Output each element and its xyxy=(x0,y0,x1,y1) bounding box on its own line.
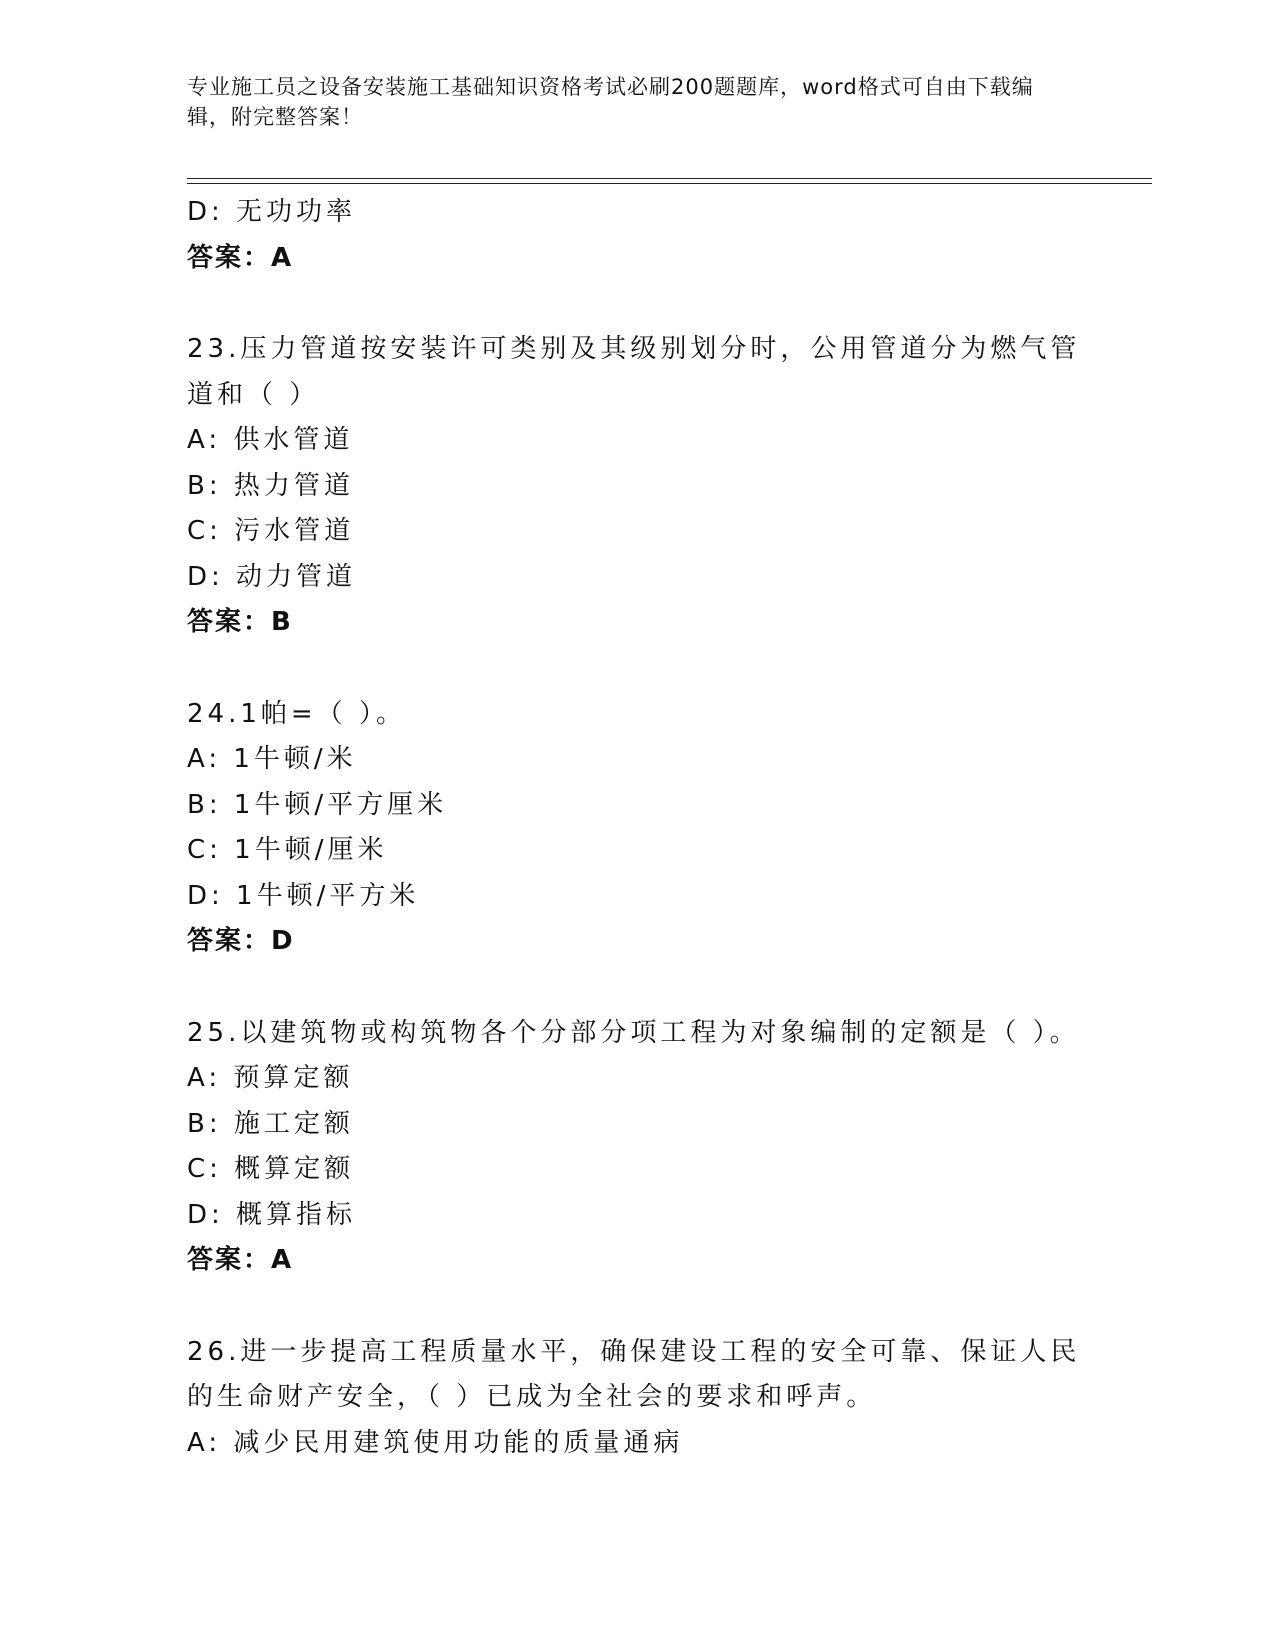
answer: 答案：A xyxy=(187,242,294,273)
question-stem: 26.进一步提高工程质量水平，确保建设工程的安全可靠、保证人民的生命财产安全，（ ）已成为全社会的要求和呼声。 xyxy=(187,1336,1081,1412)
header-rule-top xyxy=(187,178,1152,179)
option-b: B: 1牛顿/平方厘米 xyxy=(187,789,448,820)
spacer xyxy=(187,281,1087,327)
option-c: C: 污水管道 xyxy=(187,516,355,546)
option-c: C: 概算定额 xyxy=(187,1154,355,1184)
answer: 答案：B xyxy=(187,607,293,637)
option-c: C: 1牛顿/厘米 xyxy=(187,835,388,865)
spacer xyxy=(187,965,1087,1011)
option-d: D: 无功功率 xyxy=(187,197,357,227)
option-d: D: 1牛顿/平方米 xyxy=(187,880,420,911)
question-stem: 24.1帕=（ ）。 xyxy=(187,698,406,729)
question-list xyxy=(187,190,1087,1466)
answer: 答案：A xyxy=(187,1245,294,1275)
question-stem: 25.以建筑物或构筑物各个分部分项工程为对象编制的定额是（ ）。 xyxy=(187,1017,1080,1048)
page-header: 专业施工员之设备安装施工基础知识资格考试必刷200题题库，word格式可自由下载编辑，附完整答案！ xyxy=(187,75,1034,129)
answer: 答案：D xyxy=(187,926,295,956)
spacer xyxy=(187,646,1087,692)
header-rule-bottom xyxy=(187,183,1152,184)
question-stem: 23.压力管道按安装许可类别及其级别划分时，公用管道分为燃气管道和（ ） xyxy=(187,334,1081,410)
option-d: D: 概算指标 xyxy=(187,1199,357,1230)
option-b: B: 热力管道 xyxy=(187,470,354,501)
option-a: A: 预算定额 xyxy=(187,1063,354,1093)
option-a: A: 供水管道 xyxy=(187,425,354,455)
option-d: D: 动力管道 xyxy=(187,561,357,592)
spacer xyxy=(187,1284,1087,1330)
option-b: B: 施工定额 xyxy=(187,1108,354,1139)
option-a: A: 1牛顿/米 xyxy=(187,744,357,774)
option-a: A: 减少民用建筑使用功能的质量通病 xyxy=(187,1427,684,1458)
